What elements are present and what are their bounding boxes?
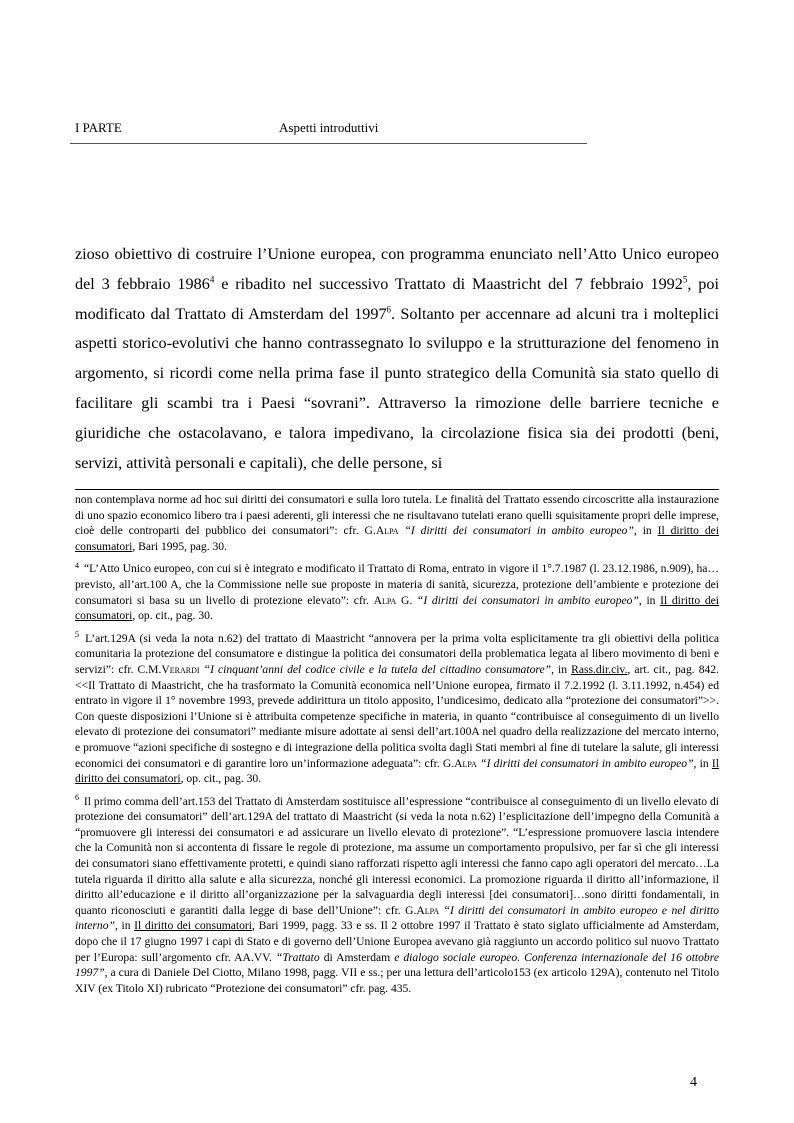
footnote-continuation: non contemplava norme ad hoc sui diritti dei consumatori e sulla loro tutela. Le finalità del Trattato essendo circoscritte alla instaurazione di uno spazio economico libero tra i paesi aderenti, gli interessi che ne risultavano tutelati erano quelli squisitamente propri delle imprese, cioè delle controparti del pubblico dei consumatori”: cfr. G.Alpa “I diritti dei consumatori in ambito europeo”, in Il diritto dei consumatori, Bari 1995, pag. 30. (75, 493, 719, 553)
footnote-divider (75, 489, 719, 490)
header-divider (70, 143, 587, 144)
footnote-4: $^4$ “L’Atto Unico europeo, con cui si è integrato e modificato il Trattato di Roma, entrato in vigore il 1°.7.1987 (l. 23.12.1986, n.909), ha…previsto, all’art.100 A, che la Commissione nelle sue proposte in materia di sanità, sicurezza, protezione dell’ambiente e protezione dei consumatori si basa su un livello di protezione elevato”: cfr. Alpa G. “I diritti dei consumatori in ambito europeo”, in Il diritto dei consumatori, op. cit., pag. 30. (75, 560, 719, 623)
page-number: 4 (690, 1075, 697, 1090)
footnote-ref-4: 4 (209, 274, 215, 285)
footnote-ref-5: 5 (682, 274, 688, 285)
body-paragraph: zioso obiettivo di costruire l’Unione europea, con programma enunciato nell’Atto Unico europeo del 3 febbraio 1986$^4$ e ribadito nel successivo Trattato di Maastricht del 7 febbraio 1992$^5$, poi modificato dal Trattato di Amsterdam del 1997$^6$. Soltanto per accennare ad alcuni tra i molteplici aspetti storico-evolutivi che hanno contrassegnato lo sviluppo e la strutturazione del fenomeno in argomento, si ricordi come nella prima fase il punto strategico della Comunità sia stato quello di facilitare gli scambi tra i Paesi “sovrani”. Attraverso la rimozione delle barriere tecniche e giuridiche che ostacolavano, e talora impedivano, la circolazione fisica sia dei prodotti (beni, servizi, attività personali e capitali), che delle persone, si (75, 245, 719, 472)
footnote-6: $^6$ Il primo comma dell’art.153 del Trattato di Amsterdam sostituisce all’espressione “contribuisce al conseguimento di un livello elevato di protezione dei consumatori” dell’art.129A del trattato di Maastricht (si veda la nota n.62) l’esplicitazione dell’impegno della Comunità a “promuovere gli interessi dei consumatori e ad assicurare un livello elevato di protezione”. “L’espressione promuovere lascia intendere che la Comunità non si accontenta di fissare le regole di protezione, ma assume un comportamento propulsivo, per far sì che gli interessi dei consumatori siano effettivamente protetti, e quindi siano rafforzati rispetto agli interessi che fanno capo agli operatori del mercato…La tutela riguarda il diritto alla salute e alla sicurezza, nonché gli interessi economici. La promozione riguarda il diritto all’informazione, il diritto all’educazione e il diritto all’organizzazione per la salvaguardia degli interessi [dei consumatori]…sono diritti fondamentali, in quanto riconosciuti e garantiti dalla legge di base dell’Unione”: cfr. G.Alpa “I diritti dei consumatori in ambito europeo e nel diritto interno”, in Il diritto dei consumatori, Bari 1999, pagg. 33 e ss. Il 2 ottobre 1997 il Trattato è stato siglato ufficialmente ad Amsterdam, dopo che il 17 giugno 1997 i capi di Stato e di governo dell’Unione Europea avevano già raggiunto un accordo politico sul nuovo Trattato per l’Europa: sull’argomento cfr. AA.VV. “Trattato di Amsterdam e dialogo sociale europeo. Conferenza internazionale del 16 ottobre 1997”, a cura di Daniele Del Ciotto, Milano 1998, pagg. VII e ss.; per una lettura dell’articolo153 (ex articolo 129A), contenuto nel Titolo XIV (ex Titolo XI) rubricato “Protezione dei consumatori” cfr. pag. 435. (75, 792, 719, 995)
footnote-5: $^5$ L’art.129A (si veda la nota n.62) del trattato di Maastricht “annovera per la prima volta esplicitamente tra gli obiettivi della politica comunitaria la protezione del consumatore e distingue la politica dei consumatori della problematica legata al libero movimento di beni e servizi”: cfr. C.M.Verardi “I cinquant’anni del codice civile e la tutela del cittadino consumatore”, in Rass.dir.civ., art. cit., pag. 842. <<Il Trattato di Maastricht, che ha trasformato la Comunità economica nell’Unione europea, firmato il 7.2.1992 (l. 3.11.1992, n.454) ed entrato in vigore il 1° novembre 1993, prevede addirittura un titolo apposito, l’undicesimo, dedicato alla “protezione dei consumatori”>>. Con queste disposizioni l’Unione si è attribuita competenze specifiche in materia, in quanto “contribuisce al conseguimento di un livello elevato di protezione dei consumatori” mediante misure adottate ai sensi dell’art.100A nel quadro della realizzazione del mercato interno, e promuove “azioni specifiche di sostegno e di integrazione della politica svolta dagli Stati membri al fine di tutelare la salute, gli interessi economici dei consumatori e di garantire loro un’informazione adeguata”: cfr. G.Alpa “I diritti dei consumatori in ambito europeo”, in Il diritto dei consumatori, op. cit., pag. 30. (75, 629, 719, 786)
body-text (75, 240, 719, 478)
footnote-ref-6: 6 (386, 304, 392, 315)
footnotes (75, 492, 719, 1003)
header-part: I PARTE (75, 120, 122, 135)
header-section-title: Aspetti introduttivi (279, 120, 379, 135)
